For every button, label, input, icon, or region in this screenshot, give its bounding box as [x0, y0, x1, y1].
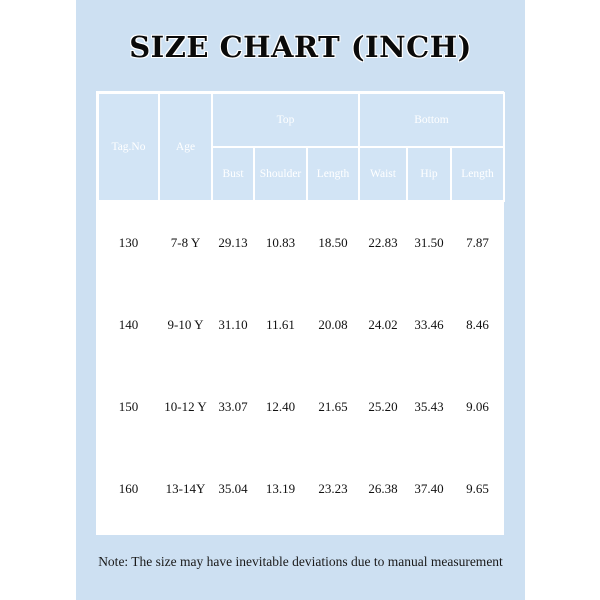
- cell-shoulder: 13.19: [254, 448, 307, 530]
- header-top-length: Length: [307, 147, 359, 201]
- cell-bust: 29.13: [212, 201, 254, 284]
- cell-age: 7-8 Y: [159, 201, 212, 284]
- cell-tag-no: 140: [98, 284, 159, 366]
- measurement-note: Note: The size may have inevitable deviations due to manual measurement: [98, 554, 503, 569]
- size-table: [97, 92, 505, 530]
- cell-age: 10-12 Y: [159, 366, 212, 448]
- cell-top-length: 20.08: [307, 284, 359, 366]
- cell-age: 9-10 Y: [159, 284, 212, 366]
- header-bottom-length: Length: [451, 147, 504, 201]
- cell-bottom-length: 7.87: [451, 201, 504, 284]
- header-shoulder: Shoulder: [254, 147, 307, 201]
- cell-bottom-length: 9.65: [451, 448, 504, 530]
- cell-waist: 26.38: [359, 448, 407, 530]
- table-row: [98, 284, 504, 366]
- header-bust: Bust: [212, 147, 254, 201]
- cell-bottom-length: 8.46: [451, 284, 504, 366]
- cell-shoulder: 10.83: [254, 201, 307, 284]
- page-title: SIZE CHART (INCH): [129, 30, 472, 64]
- cell-tag-no: 160: [98, 448, 159, 530]
- cell-bust: 33.07: [212, 366, 254, 448]
- table-row: [98, 201, 504, 284]
- cell-top-length: 21.65: [307, 366, 359, 448]
- cell-top-length: 23.23: [307, 448, 359, 530]
- cell-bust: 35.04: [212, 448, 254, 530]
- cell-waist: 24.02: [359, 284, 407, 366]
- table-row: [98, 366, 504, 448]
- cell-shoulder: 11.61: [254, 284, 307, 366]
- header-hip: Hip: [407, 147, 451, 201]
- cell-hip: 37.40: [407, 448, 451, 530]
- cell-waist: 22.83: [359, 201, 407, 284]
- cell-shoulder: 12.40: [254, 366, 307, 448]
- cell-tag-no: 130: [98, 201, 159, 284]
- table-row: [98, 448, 504, 530]
- cell-top-length: 18.50: [307, 201, 359, 284]
- cell-tag-no: 150: [98, 366, 159, 448]
- header-bottom: Bottom: [359, 93, 504, 147]
- header-top: Top: [212, 93, 359, 147]
- header-age: Age: [159, 93, 212, 201]
- cell-hip: 31.50: [407, 201, 451, 284]
- cell-hip: 33.46: [407, 284, 451, 366]
- cell-waist: 25.20: [359, 366, 407, 448]
- cell-age: 13-14Y: [159, 448, 212, 530]
- cell-bottom-length: 9.06: [451, 366, 504, 448]
- cell-bust: 31.10: [212, 284, 254, 366]
- header-waist: Waist: [359, 147, 407, 201]
- cell-hip: 35.43: [407, 366, 451, 448]
- header-tag-no: Tag.No: [98, 93, 159, 201]
- size-table-container: [96, 91, 504, 535]
